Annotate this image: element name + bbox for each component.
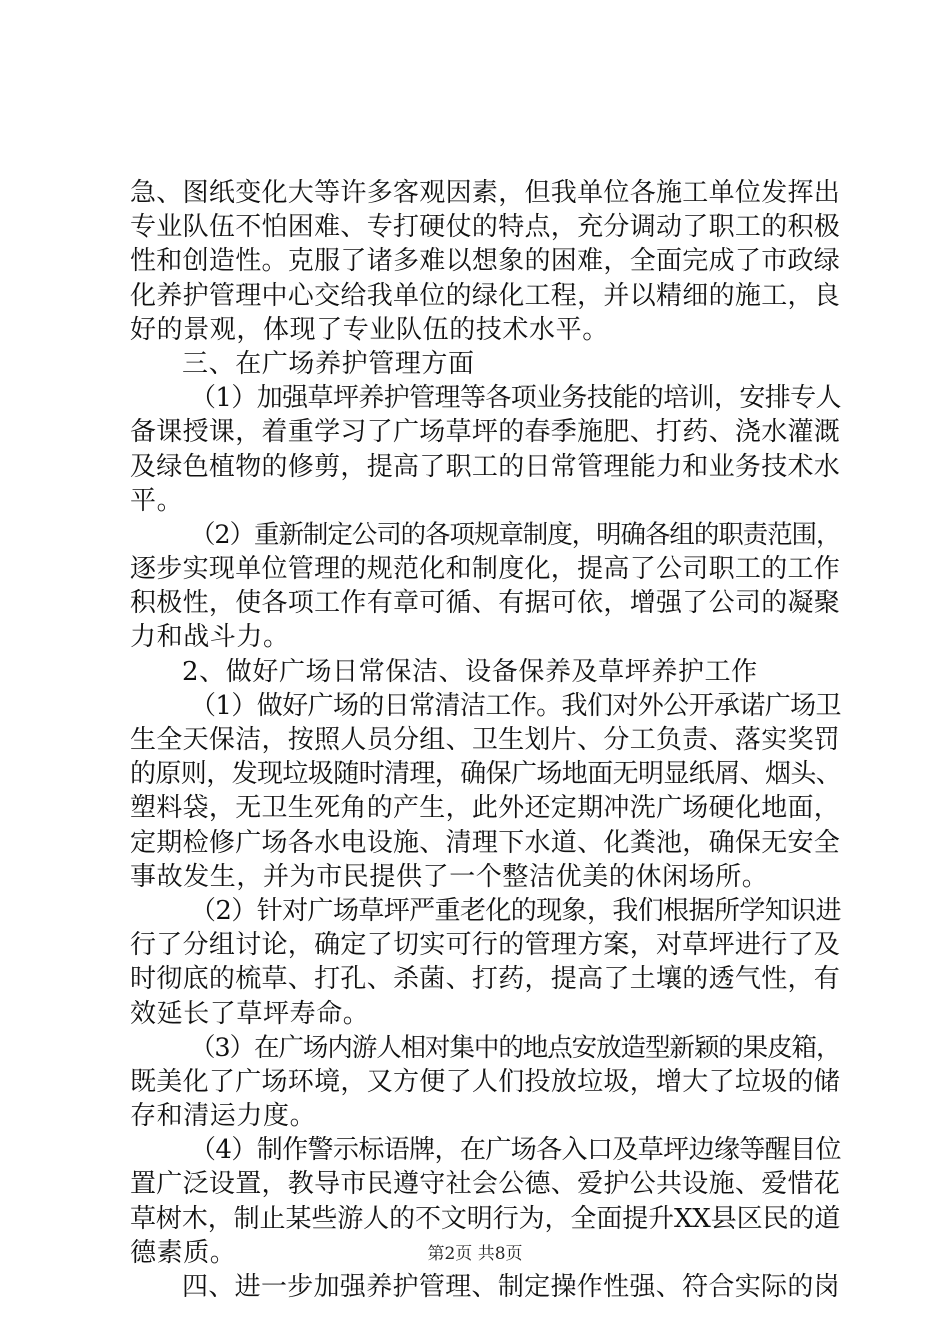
text-line: 及绿色植物的修剪，提高了职工的日常管理能力和业务技术水 [130, 451, 841, 482]
text-line: （4）制作警示标语牌，在广场各入口及草坪边缘等醒目位 [190, 1135, 841, 1166]
page-number-footer: 第2页 共8页 [427, 1244, 523, 1264]
text-line: 定期检修广场各水电设施、清理下水道、化粪池，确保无安全 [130, 827, 841, 858]
text-line: 生全天保洁，按照人员分组、卫生划片、分工负责、落实奖罚 [130, 725, 841, 755]
text-line: 时彻底的梳草、打孔、杀菌、打药，提高了土壤的透气性，有 [130, 964, 841, 995]
text-line: 急、图纸变化大等许多客观因素，但我单位各施工单位发挥出 [130, 178, 841, 208]
text-line: 存和清运力度。 [130, 1101, 317, 1132]
text-line: （1）加强草坪养护管理等各项业务技能的培训，安排专人 [190, 383, 841, 414]
text-line: 力和战斗力。 [130, 622, 290, 653]
text-line: 既美化了广场环境，又方便了人们投放垃圾，增大了垃圾的储 [130, 1066, 841, 1097]
text-line: （2）重新制定公司的各项规章制度，明确各组的职责范围， [190, 519, 840, 550]
text-line: 平。 [130, 485, 184, 516]
text-line: 性和创造性。克服了诸多难以想象的困难，全面完成了市政绿 [130, 246, 841, 277]
text-line: （1）做好广场的日常清洁工作。我们对外公开承诺广场卫 [190, 690, 841, 721]
text-line: 行了分组讨论，确定了切实可行的管理方案，对草坪进行了及 [130, 930, 841, 961]
text-line: 积极性，使各项工作有章可循、有据可依，增强了公司的凝聚 [130, 588, 841, 619]
document-body [130, 176, 840, 1304]
text-line: 德素质。 [130, 1237, 237, 1268]
text-line: 好的景观，体现了专业队伍的技术水平。 [130, 314, 609, 345]
text-line: 效延长了草坪寿命。 [130, 998, 370, 1029]
text-line: 专业队伍不怕困难、专打硬仗的特点，充分调动了职工的积极 [130, 212, 841, 243]
text-line: 备课授课，着重学习了广场草坪的春季施肥、打药、浇水灌溉 [130, 417, 841, 448]
section-heading: 三、在广场养护管理方面 [182, 348, 475, 379]
section-heading: 2、做好广场日常保洁、设备保养及草坪养护工作 [182, 656, 758, 687]
text-line: （3）在广场内游人相对集中的地点安放造型新颖的果皮箱， [190, 1032, 840, 1063]
text-line: 事故发生，并为市民提供了一个整洁优美的休闲场所。 [130, 861, 769, 892]
text-line: （2）针对广场草坪严重老化的现象，我们根据所学知识进 [190, 895, 841, 926]
text-line: 逐步实现单位管理的规范化和制度化，提高了公司职工的工作 [130, 554, 841, 585]
section-heading: 四、进一步加强养护管理、制定操作性强、符合实际的岗 [182, 1272, 840, 1302]
text-line: 化养护管理中心交给我单位的绿化工程，并以精细的施工，良 [130, 280, 841, 311]
text-line: 的原则，发现垃圾随时清理，确保广场地面无明显纸屑、烟头、 [130, 759, 842, 790]
text-line: 塑料袋，无卫生死角的产生，此外还定期冲洗广场硬化地面， [130, 793, 841, 824]
text-line: 草树木，制止某些游人的不文明行为，全面提升XX县区民的道 [130, 1203, 840, 1234]
text-line: 置广泛设置，教导市民遵守社会公德、爱护公共设施、爱惜花 [130, 1169, 841, 1200]
